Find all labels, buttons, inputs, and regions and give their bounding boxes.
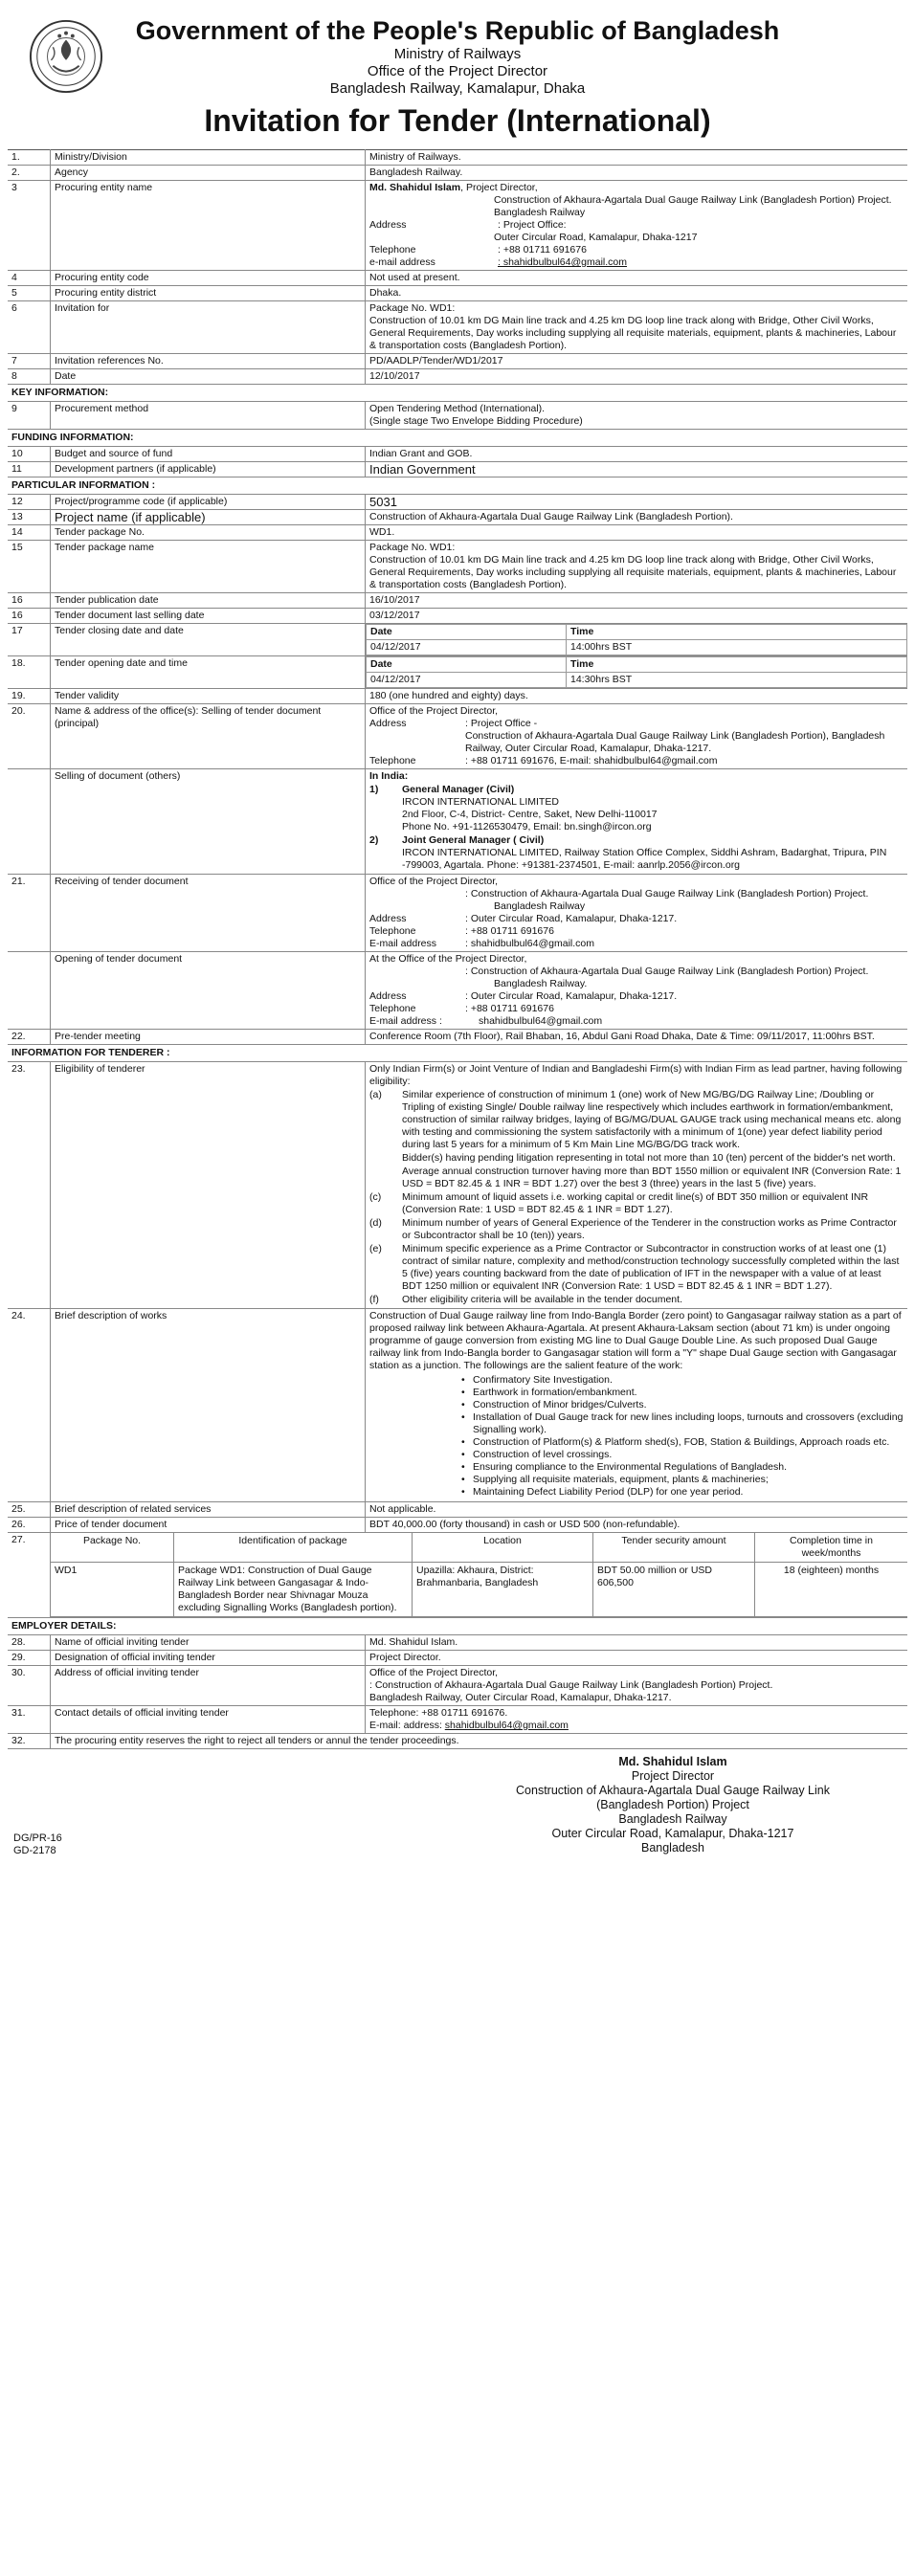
row-label: Procuring entity name xyxy=(51,181,366,271)
table-row xyxy=(8,1706,907,1734)
row-label: Project/programme code (if applicable) xyxy=(51,495,366,510)
opening-date: 04/12/2017 xyxy=(367,673,567,688)
package-no: WD1 xyxy=(51,1563,174,1617)
entity-title: , Project Director, xyxy=(460,182,538,193)
row-number: 19. xyxy=(8,689,51,704)
row-label: Tender package name xyxy=(51,541,366,593)
list-item: • Ensuring compliance to the Environmental Regulations of Bangladesh. xyxy=(461,1461,904,1474)
row-value: Not used at present. xyxy=(369,272,460,283)
column-header: Identification of package xyxy=(174,1533,413,1563)
row-number: 30. xyxy=(8,1666,51,1706)
government-seal-icon xyxy=(29,19,103,94)
item-key: (c) xyxy=(369,1191,382,1203)
item-key xyxy=(369,1152,402,1165)
row-value: Dhaka. xyxy=(369,287,402,299)
contact-telephone: Telephone: +88 01711 691676. xyxy=(369,1707,508,1719)
table-row xyxy=(8,1651,907,1666)
office-title: General Manager (Civil) xyxy=(402,784,515,795)
table-row xyxy=(8,510,907,525)
row-number: 32. xyxy=(8,1734,51,1749)
org-line: Bangladesh Railway. xyxy=(494,978,588,989)
section-heading: KEY INFORMATION: xyxy=(11,387,109,398)
table-row xyxy=(8,656,907,689)
section-heading-row xyxy=(8,1045,907,1062)
signature-block xyxy=(448,1755,898,1855)
table-row xyxy=(8,1030,907,1045)
works-feature-list xyxy=(461,1374,904,1499)
item-text: Minimum number of years of General Experience of the Tenderer in the construction works as Prime Contractor or Subcontractor shall be 10 (ten)) years. xyxy=(402,1217,897,1241)
table-row xyxy=(8,689,907,704)
row-value: 12/10/2017 xyxy=(369,370,420,382)
row-label: Ministry/Division xyxy=(51,150,366,166)
row-label: Eligibility of tenderer xyxy=(51,1062,366,1309)
closing-datetime-table xyxy=(366,624,907,655)
section-heading: PARTICULAR INFORMATION : xyxy=(11,479,156,491)
row-label: Procuring entity district xyxy=(51,286,366,301)
time-header: Time xyxy=(567,657,907,673)
row-value: Ministry of Railways. xyxy=(369,151,461,163)
table-row xyxy=(8,704,907,769)
row-number: 22. xyxy=(8,1030,51,1045)
signature-line: (Bangladesh Portion) Project xyxy=(596,1798,749,1811)
row-number: 1. xyxy=(8,150,51,166)
row-label: Tender closing date and date xyxy=(51,624,366,656)
table-row xyxy=(8,624,907,656)
list-item: • Installation of Dual Gauge track for new lines including loops, turnouts and crossovers (excluding Signalling work). xyxy=(461,1411,904,1436)
row-label: Contact details of official inviting tender xyxy=(51,1706,366,1734)
address-line: Construction of Akhaura-Agartala Dual Gauge Railway Link (Bangladesh Portion), Bangladesh Railway, Outer Circular Road, Kamalapur, Dhaka-1217. xyxy=(465,730,885,754)
reference-codes xyxy=(13,1832,62,1857)
section-heading: FUNDING INFORMATION: xyxy=(11,432,134,443)
item-text: Minimum amount of liquid assets i.e. working capital or credit line(s) of BDT 350 million or equivalent INR (Conversion Rate: 1 USD = BDT 82.45 & 1 INR = BDT 1.27). xyxy=(402,1191,869,1215)
completion-time: 18 (eighteen) months xyxy=(783,1565,880,1576)
row-value: BDT 40,000.00 (forty thousand) in cash or USD 500 (non-refundable). xyxy=(369,1519,681,1530)
signature-line: Bangladesh Railway xyxy=(618,1812,727,1826)
row-value: Conference Room (7th Floor), Rail Bhaban, 16, Abdul Gani Road Dhaka, Date & Time: 09/11/2017, 11:00hrs BST. xyxy=(369,1031,875,1042)
entity-name: Md. Shahidul Islam xyxy=(369,182,461,193)
email-value[interactable]: : shahidbulbul64@gmail.com xyxy=(498,256,627,268)
row-number: 4 xyxy=(8,271,51,286)
row-number: 24. xyxy=(8,1309,51,1502)
tender-security: BDT 50.00 million or USD 606,500 xyxy=(593,1563,755,1617)
package-table-row xyxy=(51,1563,907,1617)
table-row xyxy=(8,1666,907,1706)
table-row xyxy=(8,593,907,609)
row-number: 16 xyxy=(8,593,51,609)
table-row xyxy=(8,769,907,875)
section-heading-row xyxy=(8,430,907,447)
table-row xyxy=(8,354,907,369)
row-number: 28. xyxy=(8,1635,51,1651)
item-text: Average annual construction turnover having more than BDT 1550 million or equivalent INR (Conversion Rate: 1 USD = BDT 82.45 & 1 INR = BDT 1.27) over the best 3 (three) years in the last 5 (five) years. xyxy=(402,1166,902,1189)
office-line: At the Office of the Project Director, xyxy=(369,953,527,965)
row-value: 5031 xyxy=(369,495,397,509)
region-heading: In India: xyxy=(369,770,409,782)
list-item xyxy=(369,834,904,872)
row-number: 2. xyxy=(8,166,51,181)
table-row xyxy=(8,462,907,477)
item-text: Bidder(s) having pending litigation representing in total not more than 10 (ten) percent of the bidder's net worth. xyxy=(402,1152,896,1164)
eligibility-list xyxy=(369,1089,904,1306)
address-line: : Construction of Akhaura-Agartala Dual Gauge Railway Link (Bangladesh Portion) Project. xyxy=(369,1679,773,1691)
list-item xyxy=(369,1294,904,1306)
list-item: • Supplying all requisite materials, equipment, plants & machineries; xyxy=(461,1474,904,1486)
item-text: Similar experience of construction of minimum 1 (one) work of New MG/BG/DG Railway Line; /Doubling or Tripling of existing Single/ Double railway line respectively which includes earthwork in formation/embankment, construction of similar railway bridges, laying of BG/MG/DUAL GAUGE track using mechanical means etc. along with testing and commissioning the system satisfactorily with a minimum of 1(one) year defect liability period during last 5 years for a minimum of 5 Km Main Line MG/BG/DG track work. xyxy=(402,1089,902,1150)
list-item xyxy=(369,1152,904,1165)
package-location: Upazilla: Akhaura, District: Brahmanbaria, Bangladesh xyxy=(413,1563,593,1617)
eligibility-intro: Only Indian Firm(s) or Joint Venture of Indian and Bangladeshi Firm(s) with Indian Firm as lead partner, having following eligibility: xyxy=(369,1063,903,1087)
office-line: IRCON INTERNATIONAL LIMITED, Railway Station Office Complex, Siddhi Ashram, Badarghat, Tripura, PIN -799003, Agartala. Phone: +91381-2374501, E-mail: aanrlp.2056@ircon.org xyxy=(402,847,887,871)
ministry-name: Ministry of Railways xyxy=(393,46,522,62)
office-line: IRCON INTERNATIONAL LIMITED xyxy=(402,796,559,808)
row-label: Invitation for xyxy=(51,301,366,354)
date-header: Date xyxy=(367,625,567,640)
row-label: Procuring entity code xyxy=(51,271,366,286)
row-value: WD1. xyxy=(369,526,395,538)
list-item xyxy=(369,1217,904,1242)
item-text: Other eligibility criteria will be available in the tender document. xyxy=(402,1294,682,1305)
telephone-label: Telephone xyxy=(369,1003,416,1014)
row-label: Price of tender document xyxy=(51,1518,366,1533)
telephone-value: : +88 01711 691676 xyxy=(498,244,587,255)
reference-code: GD-2178 xyxy=(13,1845,56,1856)
row-number: 21. xyxy=(8,875,51,952)
address-label: Address xyxy=(369,913,407,924)
package-table-header xyxy=(51,1533,907,1563)
row-label: Budget and source of fund xyxy=(51,447,366,462)
list-item xyxy=(369,1089,904,1151)
item-key: (a) xyxy=(369,1089,382,1100)
row-value: Bangladesh Railway. xyxy=(369,167,463,178)
column-header: Package No. xyxy=(51,1533,174,1563)
telephone-value: : +88 01711 691676, E-mail: shahidbulbul64@gmail.com xyxy=(465,755,718,766)
row-label: Agency xyxy=(51,166,366,181)
address-label: Address xyxy=(369,718,407,729)
signature-line: Bangladesh xyxy=(640,1841,705,1854)
column-header: Completion time in week/months xyxy=(790,1535,873,1559)
table-row xyxy=(8,609,907,624)
procurement-method: Open Tendering Method (International). xyxy=(369,403,546,414)
procuring-entity-details xyxy=(366,181,908,271)
column-header: Location xyxy=(413,1533,593,1563)
row-number: 29. xyxy=(8,1651,51,1666)
opening-datetime-table xyxy=(366,656,907,688)
signatory-name: Md. Shahidul Islam xyxy=(618,1755,727,1768)
email-value: : shahidbulbul64@gmail.com xyxy=(465,938,594,949)
list-item: • Maintaining Defect Liability Period (DLP) for one year period. xyxy=(461,1486,904,1499)
row-label: Brief description of related services xyxy=(51,1502,366,1518)
office-title: Joint General Manager ( Civil) xyxy=(402,834,545,846)
list-item: • Construction of Minor bridges/Culverts. xyxy=(461,1399,904,1411)
email-value: shahidbulbul64@gmail.com xyxy=(479,1015,603,1027)
package-number: Package No. WD1: xyxy=(369,302,456,314)
table-row xyxy=(8,181,907,271)
row-label: Date xyxy=(51,369,366,385)
email-link[interactable]: shahidbulbul64@gmail.com xyxy=(444,1720,569,1731)
email-label: E-mail address xyxy=(369,938,437,949)
office-line: Phone No. +91-1126530479, Email: bn.singh@ircon.org xyxy=(402,821,652,833)
row-number: 11 xyxy=(8,462,51,477)
address-value: : Outer Circular Road, Kamalapur, Dhaka-1217. xyxy=(465,990,678,1002)
notice-header xyxy=(8,15,907,149)
row-number: 26. xyxy=(8,1518,51,1533)
row-value: PD/AADLP/Tender/WD1/2017 xyxy=(369,355,503,366)
row-label: Brief description of works xyxy=(51,1309,366,1502)
office-line: 2nd Floor, C-4, District- Centre, Saket, New Delhi-110017 xyxy=(402,809,658,820)
list-item xyxy=(369,1191,904,1216)
telephone-value: : +88 01711 691676 xyxy=(465,1003,554,1014)
table-row xyxy=(8,952,907,1030)
table-row xyxy=(8,541,907,593)
signature-line: Outer Circular Road, Kamalapur, Dhaka-1217 xyxy=(551,1827,794,1840)
closing-time: 14:00hrs BST xyxy=(567,640,907,655)
item-number: 1) xyxy=(369,784,379,795)
row-label: Opening of tender document xyxy=(51,952,366,1030)
telephone-label: Telephone xyxy=(369,755,416,766)
table-row xyxy=(8,1502,907,1518)
section-heading-row xyxy=(8,477,907,495)
item-key xyxy=(369,1166,402,1190)
email-label: e-mail address xyxy=(369,256,435,268)
final-note: The procuring entity reserves the right to reject all tenders or annul the tender proceedings. xyxy=(55,1735,459,1746)
row-number: 25. xyxy=(8,1502,51,1518)
office-line: Office of the Project Director, xyxy=(369,876,499,887)
selling-offices-list xyxy=(369,784,904,872)
address-value: : Project Office - xyxy=(465,718,538,729)
table-row xyxy=(8,369,907,385)
list-item xyxy=(369,1166,904,1190)
date-header: Date xyxy=(367,657,567,673)
address-line: Office of the Project Director, xyxy=(369,1667,499,1678)
table-row xyxy=(8,301,907,354)
entity-org: Bangladesh Railway xyxy=(494,207,586,218)
reference-code: DG/PR-16 xyxy=(13,1832,62,1844)
list-item: • Confirmatory Site Investigation. xyxy=(461,1374,904,1387)
row-label: Tender validity xyxy=(51,689,366,704)
row-number: 7 xyxy=(8,354,51,369)
row-value: 16/10/2017 xyxy=(369,594,420,606)
row-value: Not applicable. xyxy=(369,1503,436,1515)
row-label: Selling of document (others) xyxy=(51,769,366,875)
table-row xyxy=(8,525,907,541)
package-identification: Package WD1: Construction of Dual Gauge Railway Link between Gangasagar & Indo-Bangladesh Border near Shivnagar Mouza excluding Signalling Works (Bangladesh portion). xyxy=(174,1563,413,1617)
table-row xyxy=(8,875,907,952)
telephone-value: : +88 01711 691676 xyxy=(465,925,554,937)
package-table xyxy=(51,1533,907,1617)
list-item: • Construction of level crossings. xyxy=(461,1449,904,1461)
row-value: Md. Shahidul Islam. xyxy=(369,1636,458,1648)
table-row xyxy=(8,271,907,286)
item-key: (e) xyxy=(369,1243,382,1255)
opening-time: 14:30hrs BST xyxy=(567,673,907,688)
column-header: Tender security amount xyxy=(593,1533,755,1563)
row-number: 15 xyxy=(8,541,51,593)
row-value: 03/12/2017 xyxy=(369,610,420,621)
tender-notice xyxy=(8,0,907,1855)
row-label: Development partners (if applicable) xyxy=(51,462,366,477)
row-label: Designation of official inviting tender xyxy=(51,1651,366,1666)
row-label: Name & address of the office(s): Selling of tender document (principal) xyxy=(51,704,366,769)
table-row xyxy=(8,1635,907,1651)
closing-date: 04/12/2017 xyxy=(367,640,567,655)
row-number: 18. xyxy=(8,656,51,689)
row-value: Project Director. xyxy=(369,1652,441,1663)
list-item: • Earthwork in formation/embankment. xyxy=(461,1387,904,1399)
package-description: Construction of 10.01 km DG Main line track and 4.25 km DG loop line track along with Bridge, Other Civil Works, General Requirements, Day works including supplying all requisite materials, equipment, plants & machineries, Labour & transportation costs (Bangladesh Portion). xyxy=(369,554,897,590)
table-row xyxy=(8,447,907,462)
item-key: (f) xyxy=(369,1294,379,1305)
address-value: : Outer Circular Road, Kamalapur, Dhaka-1217. xyxy=(465,913,678,924)
table-row xyxy=(8,1533,907,1618)
row-label: Address of official inviting tender xyxy=(51,1666,366,1706)
signature-line: Project Director xyxy=(631,1769,715,1783)
row-number: 3 xyxy=(8,181,51,271)
procurement-procedure: (Single stage Two Envelope Bidding Procedure) xyxy=(369,415,583,427)
row-number: 13 xyxy=(8,510,51,525)
item-number: 2) xyxy=(369,834,379,846)
address-line: Bangladesh Railway, Outer Circular Road, Kamalapur, Dhaka-1217. xyxy=(369,1692,672,1703)
row-label: Procurement method xyxy=(51,402,366,430)
table-row xyxy=(8,402,907,430)
table-row xyxy=(8,1309,907,1502)
table-row xyxy=(8,1734,907,1749)
row-number: 27. xyxy=(8,1533,51,1618)
office-line: Office of the Project Director, xyxy=(369,705,499,717)
row-label: Invitation references No. xyxy=(51,354,366,369)
row-number: 12 xyxy=(8,495,51,510)
works-intro: Construction of Dual Gauge railway line from Indo-Bangla Border (zero point) to Gangasagar railway station as a part of proposed railway link between Akhaura-Agartala. At present Akhaura-Laksam section (about 71 km) is under ongoing programme of gauge conversion from existing MG line to Dual Gauge Double Line. As such proposed Dual Gauge railway link from Indo-Bangla border to Gangasagar station will form a "Y" shape Dual Gauge section with Gangasagar station as a junction. The followings are the salient feature of the work: xyxy=(369,1310,902,1371)
row-number: 31. xyxy=(8,1706,51,1734)
row-number: 6 xyxy=(8,301,51,354)
table-row xyxy=(8,166,907,181)
org-line: Bangladesh Railway xyxy=(494,900,586,912)
signature-line: Construction of Akhaura-Agartala Dual Gauge Railway Link xyxy=(516,1784,830,1797)
row-number: 16 xyxy=(8,609,51,624)
list-item xyxy=(369,784,904,833)
table-row xyxy=(8,1062,907,1309)
table-row xyxy=(8,150,907,166)
section-heading: INFORMATION FOR TENDERER : xyxy=(11,1047,170,1058)
item-key: (d) xyxy=(369,1217,382,1229)
package-number: Package No. WD1: xyxy=(369,542,456,553)
row-label: Name of official inviting tender xyxy=(51,1635,366,1651)
row-number: 5 xyxy=(8,286,51,301)
email-label: E-mail address : xyxy=(369,1015,442,1027)
telephone-label: Telephone xyxy=(369,925,416,937)
row-number: 23. xyxy=(8,1062,51,1309)
item-text: Minimum specific experience as a Prime Contractor or Subcontractor in construction works of at least one (1) contract of similar nature, complexity and method/construction technology successfully completed within the last 5 (five) years counting backward from the date of publication of IFT in the newspaper with a value of at least BDT 1250 million or equivalent INR (Conversion Rate: 1 USD = BDT 82.45 & 1 INR = BDT 1.27). xyxy=(402,1243,900,1292)
table-row xyxy=(8,286,907,301)
address-label: Address xyxy=(369,990,407,1002)
row-number: 14 xyxy=(8,525,51,541)
address-value: : Project Office: xyxy=(498,219,567,231)
section-heading-row xyxy=(8,1618,907,1635)
section-heading-row xyxy=(8,385,907,402)
row-label: Tender publication date xyxy=(51,593,366,609)
row-value: 180 (one hundred and eighty) days. xyxy=(369,690,528,701)
list-item xyxy=(369,1243,904,1293)
row-label: Project name (if applicable) xyxy=(51,510,366,525)
row-number: 17 xyxy=(8,624,51,656)
row-number: 20. xyxy=(8,704,51,769)
row-number: 8 xyxy=(8,369,51,385)
project-line: : Construction of Akhaura-Agartala Dual Gauge Railway Link (Bangladesh Portion) Project. xyxy=(465,966,869,977)
row-label: Receiving of tender document xyxy=(51,875,366,952)
tender-table xyxy=(8,149,907,1749)
entity-project: Construction of Akhaura-Agartala Dual Gauge Railway Link (Bangladesh Portion) Project. xyxy=(494,194,892,206)
table-row xyxy=(8,495,907,510)
office-location: Bangladesh Railway, Kamalapur, Dhaka xyxy=(329,80,586,97)
address-label: Address xyxy=(369,219,407,231)
section-heading: EMPLOYER DETAILS: xyxy=(11,1620,117,1632)
row-value: Indian Grant and GOB. xyxy=(369,448,473,459)
table-row xyxy=(8,1518,907,1533)
office-name: Office of the Project Director xyxy=(367,63,548,79)
row-value: Indian Government xyxy=(369,462,476,477)
government-name: Government of the People's Republic of Bangladesh xyxy=(135,16,780,45)
row-label: Tender document last selling date xyxy=(51,609,366,624)
row-number: 9 xyxy=(8,402,51,430)
project-line: : Construction of Akhaura-Agartala Dual Gauge Railway Link (Bangladesh Portion) Project. xyxy=(465,888,869,899)
list-item: • Construction of Platform(s) & Platform shed(s), FOB, Station & Buildings, Approach roads etc. xyxy=(461,1436,904,1449)
package-description: Construction of 10.01 km DG Main line track and 4.25 km DG loop line track along with Bridge, Other Civil Works, General Requirements, Day works including supplying all requisite materials, equipment, plants & machineries, Labour & transportation costs (Bangladesh Portion). xyxy=(369,315,897,351)
row-label: Tender opening date and time xyxy=(51,656,366,689)
row-label: Tender package No. xyxy=(51,525,366,541)
address-line: Outer Circular Road, Kamalapur, Dhaka-1217 xyxy=(494,232,698,243)
telephone-label: Telephone xyxy=(369,244,416,255)
time-header: Time xyxy=(567,625,907,640)
row-number: 10 xyxy=(8,447,51,462)
notice-title: Invitation for Tender (International) xyxy=(204,103,711,138)
row-value: Construction of Akhaura-Agartala Dual Gauge Railway Link (Bangladesh Portion). xyxy=(369,511,733,522)
row-label: Pre-tender meeting xyxy=(51,1030,366,1045)
email-label: E-mail: address: xyxy=(369,1720,445,1731)
